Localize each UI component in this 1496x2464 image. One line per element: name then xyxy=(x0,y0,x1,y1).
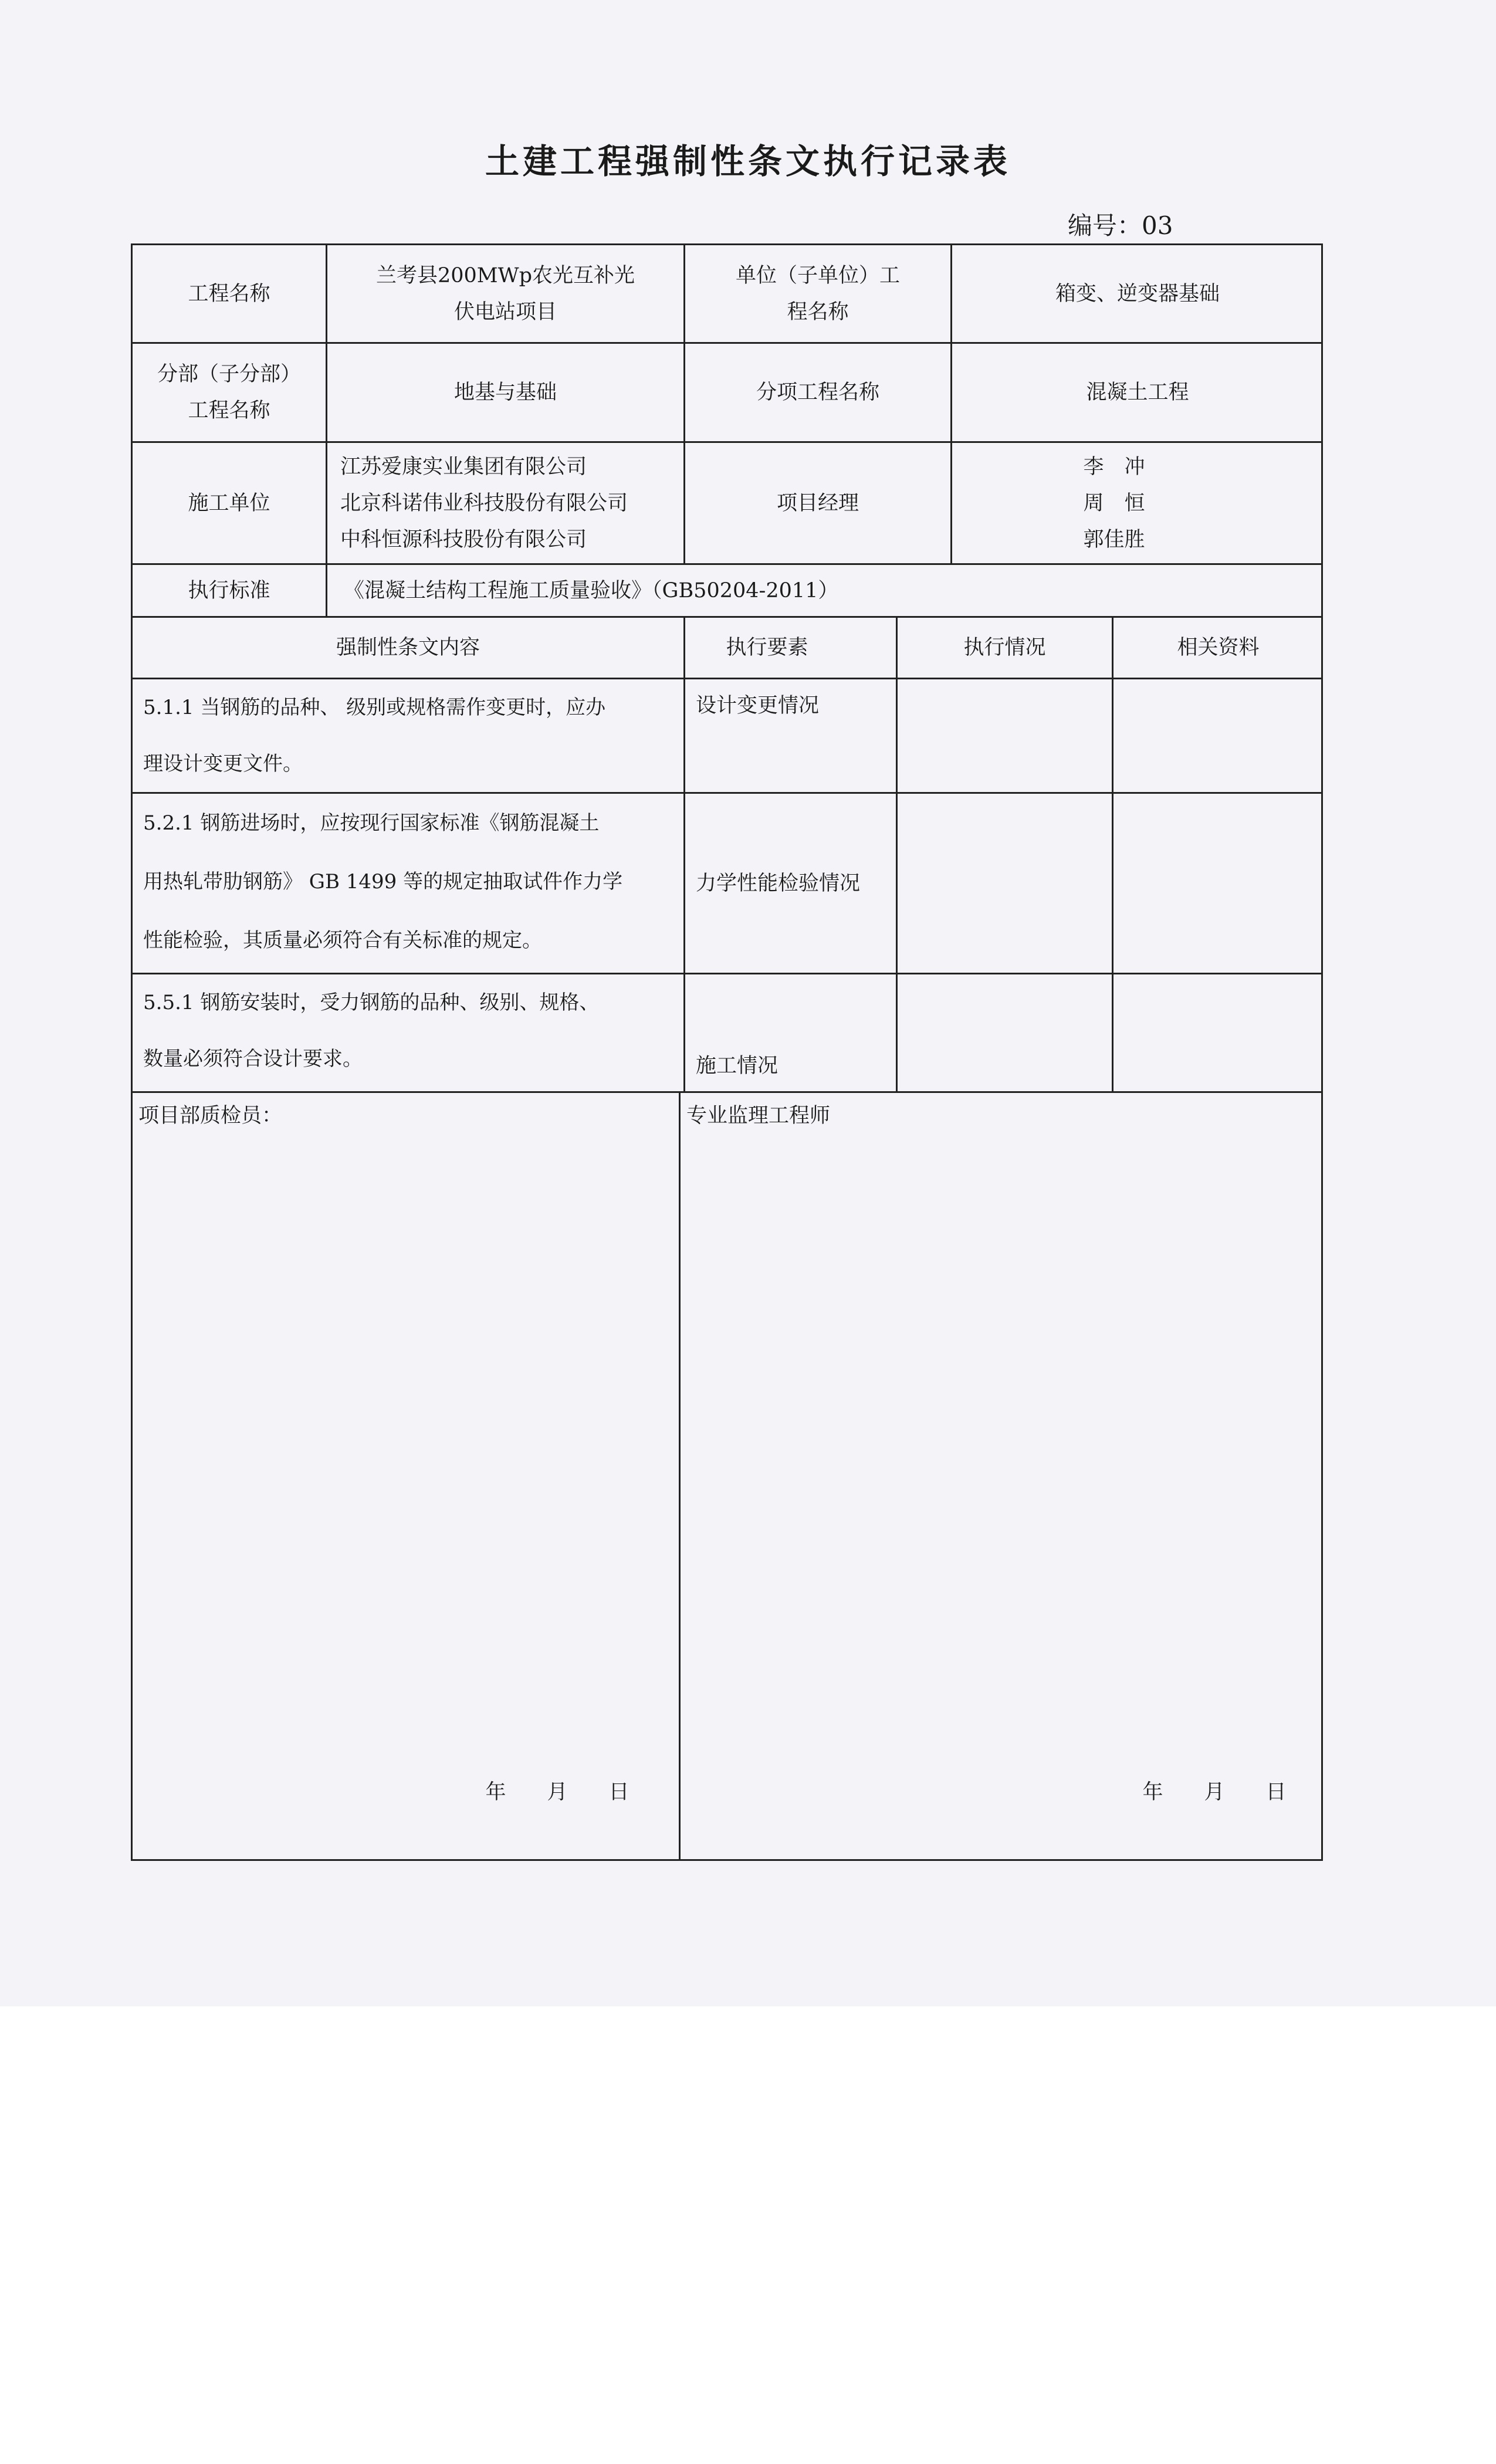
division-value: 地基与基础 xyxy=(453,381,557,404)
pm-line: 郭佳胜 xyxy=(1083,527,1145,551)
unit-project-label-line: 单位（子单位）工 xyxy=(735,263,900,287)
clause-element: 施工情况 xyxy=(696,1054,779,1078)
column-divider xyxy=(1112,616,1113,1091)
contractor-value xyxy=(327,443,683,563)
header-element: 执行要素 xyxy=(726,636,808,659)
project-name-label: 工程名称 xyxy=(188,282,270,306)
division-label-line: 分部（子分部） xyxy=(157,363,301,386)
clause-line: 性能检验，其质量必须符合有关标准的规定。 xyxy=(143,929,542,952)
pm-value xyxy=(952,443,1323,563)
division-label-line: 工程名称 xyxy=(188,399,270,422)
subitem-label: 分项工程名称 xyxy=(756,381,879,404)
unit-project-label-line: 程名称 xyxy=(787,300,849,324)
standard-label: 执行标准 xyxy=(188,578,270,603)
unit-project-label xyxy=(685,245,950,342)
project-name-line: 兰考县200MWp农光互补光 xyxy=(375,263,635,287)
unit-project-value: 箱变、逆变器基础 xyxy=(1055,282,1220,306)
header-status: 执行情况 xyxy=(963,636,1046,659)
contractor-line: 北京科诺伟业科技股份有限公司 xyxy=(340,491,628,515)
contractor-line: 中科恒源科技股份有限公司 xyxy=(340,527,587,551)
clause-line: 理设计变更文件。 xyxy=(143,752,303,776)
header-clause-content: 强制性条文内容 xyxy=(336,636,480,659)
division-label xyxy=(133,344,326,441)
contractor-line: 江苏爱康实业集团有限公司 xyxy=(340,455,587,479)
column-divider xyxy=(896,616,898,1091)
subitem-value: 混凝土工程 xyxy=(1086,381,1189,404)
pm-line: 周 恒 xyxy=(1083,491,1145,515)
header-docs: 相关资料 xyxy=(1177,636,1260,659)
supervisor-label: 专业监理工程师 xyxy=(686,1104,831,1128)
clause-line: 用热轧带肋钢筋》 GB 1499 等的规定抽取试件作力学 xyxy=(143,870,623,893)
document-number: 编号：03 xyxy=(1068,211,1173,240)
clause-line: 5.2.1 钢筋进场时，应按现行国家标准《钢筋混凝土 xyxy=(143,811,600,835)
clause-line: 5.5.1 钢筋安装时，受力钢筋的品种、级别、规格、 xyxy=(143,991,600,1014)
clause-element: 设计变更情况 xyxy=(696,694,820,717)
clause-5-5-1 xyxy=(133,974,683,1091)
qc-inspector-label: 项目部质检员： xyxy=(138,1104,283,1128)
project-name-value xyxy=(327,245,683,342)
pm-label: 项目经理 xyxy=(776,491,859,515)
date-right: 年 月 日 xyxy=(1142,1781,1287,1804)
date-left: 年 月 日 xyxy=(485,1781,629,1804)
standard-value: 《混凝土结构工程施工质量验收》（GB50204-2011） xyxy=(344,578,839,603)
form-title: 土建工程强制性条文执行记录表 xyxy=(485,141,1011,181)
clause-line: 5.1.1 当钢筋的品种、 级别或规格需作变更时，应办 xyxy=(143,696,606,719)
clause-5-1-1 xyxy=(133,679,683,792)
column-divider xyxy=(679,1091,681,1861)
clause-line: 数量必须符合设计要求。 xyxy=(143,1047,363,1071)
clause-5-2-1 xyxy=(133,794,683,973)
pm-line: 李 冲 xyxy=(1083,455,1145,479)
project-name-line: 伏电站项目 xyxy=(453,300,557,324)
contractor-label: 施工单位 xyxy=(188,491,270,515)
clause-element: 力学性能检验情况 xyxy=(696,871,861,895)
